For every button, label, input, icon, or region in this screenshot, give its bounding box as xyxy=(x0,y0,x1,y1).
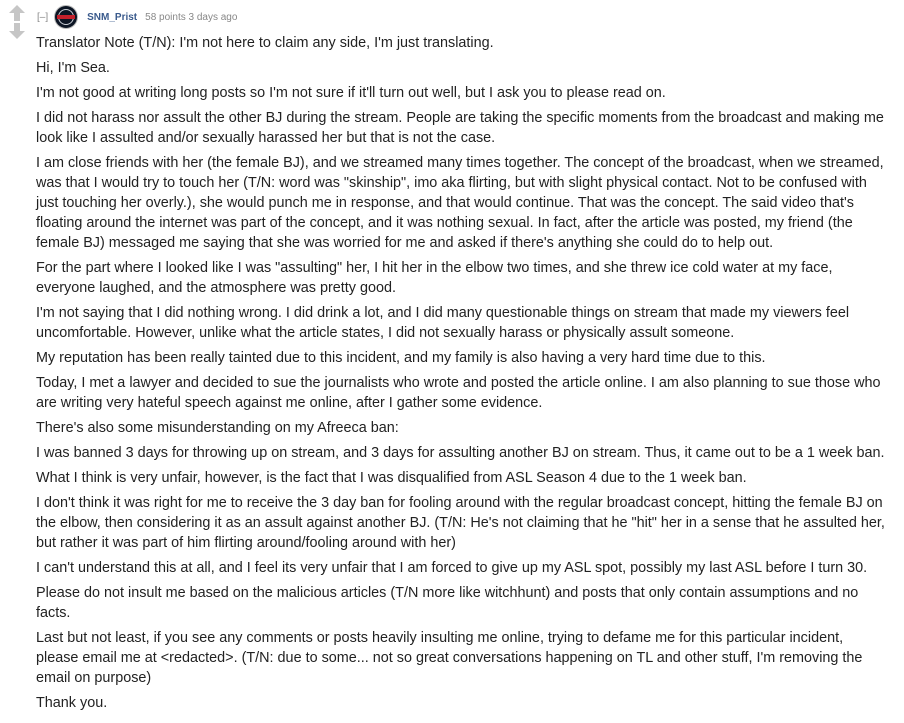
comment-paragraph: For the part where I looked like I was "assulting" her, I hit her in the elbow two times, and she threw ice cold water at my face, everyone laughed, and the atmosphere was pretty good. xyxy=(36,260,833,296)
score-and-time: 58 points 3 days ago xyxy=(145,11,238,23)
downvote-arrow-icon[interactable] xyxy=(9,23,25,39)
comment-paragraph: I don't think it was right for me to receive the 3 day ban for fooling around with the regular broadcast concept, hitting the female BJ on the elbow, then considering it as an assult against another BJ. (T/N: He's not claiming that he "hit" her in a sense that he assulted her, but rather it was part of him flirting around/fooling around with her) xyxy=(36,495,885,551)
comment-paragraph: I'm not good at writing long posts so I'm not sure if it'll turn out well, but I ask you to please read on. xyxy=(36,85,666,101)
avatar-stripe xyxy=(57,15,75,19)
comment-tagline xyxy=(37,6,237,28)
comment-paragraph: Please do not insult me based on the malicious articles (T/N more like witchhunt) and posts that only contain assumptions and no facts. xyxy=(36,585,859,621)
comment-paragraph: I was banned 3 days for throwing up on stream, and 3 days for assulting another BJ on stream. Thus, it came out to be a 1 week ban. xyxy=(36,445,885,461)
collapse-toggle[interactable]: [–] xyxy=(37,11,49,23)
comment-paragraph: Hi, I'm Sea. xyxy=(36,60,110,76)
comment-paragraph: I'm not saying that I did nothing wrong. I did drink a lot, and I did many questionable things on stream that made my viewers feel uncomfortable. However, unlike what the article states, I did not sexually harass or physically assult someone. xyxy=(36,305,850,341)
comment-body xyxy=(36,33,886,718)
comment-paragraph: There's also some misunderstanding on my Afreeca ban: xyxy=(36,420,399,436)
comment-paragraph: Last but not least, if you see any comments or posts heavily insulting me online, trying to defame me for this particular incident, please email me at <redacted>. (T/N: due to some... not so great conversations happening on TL and other stuff, I'm removing the email on purpose) xyxy=(36,630,863,686)
comment-paragraph: My reputation has been really tainted due to this incident, and my family is also having a very hard time due to this. xyxy=(36,350,766,366)
comment-paragraph: I am close friends with her (the female BJ), and we streamed many times together. The concept of the broadcast, when we streamed, was that I would try to touch her (T/N: word was "skinship", imo aka flirting, but with slight physical contact. Not to be confused with just touching her overly.), she would punch me in response, and that would continue. That was the concept. The said video that's floating around the internet was part of the concept, and it was nothing sexual. In fact, after the article was posted, my friend (the female BJ) messaged me saying that she was worried for me and asked if there's anything she could do to help out. xyxy=(36,155,884,251)
comment-paragraph: Today, I met a lawyer and decided to sue the journalists who wrote and posted the article online. I am also planning to sue those who are writing very hateful speech against me online, after I gather some evidence. xyxy=(36,375,881,411)
comment-paragraph: Translator Note (T/N): I'm not here to claim any side, I'm just translating. xyxy=(36,35,494,51)
author-link[interactable]: SNM_Prist xyxy=(87,11,138,23)
comment-paragraph: What I think is very unfair, however, is the fact that I was disqualified from ASL Season 4 due to the 1 week ban. xyxy=(36,470,747,486)
user-avatar-icon[interactable] xyxy=(55,6,77,28)
vote-column xyxy=(9,4,27,39)
comment-paragraph: I did not harass nor assult the other BJ during the stream. People are taking the specific moments from the broadcast and making me look like I assulted and/or sexually harassed her but that is not the case. xyxy=(36,110,884,146)
upvote-arrow-icon[interactable] xyxy=(9,5,25,21)
comment-paragraph: Thank you. xyxy=(36,695,108,711)
comment-paragraph: I can't understand this at all, and I feel its very unfair that I am forced to give up my ASL spot, possibly my last ASL before I turn 30. xyxy=(36,560,868,576)
